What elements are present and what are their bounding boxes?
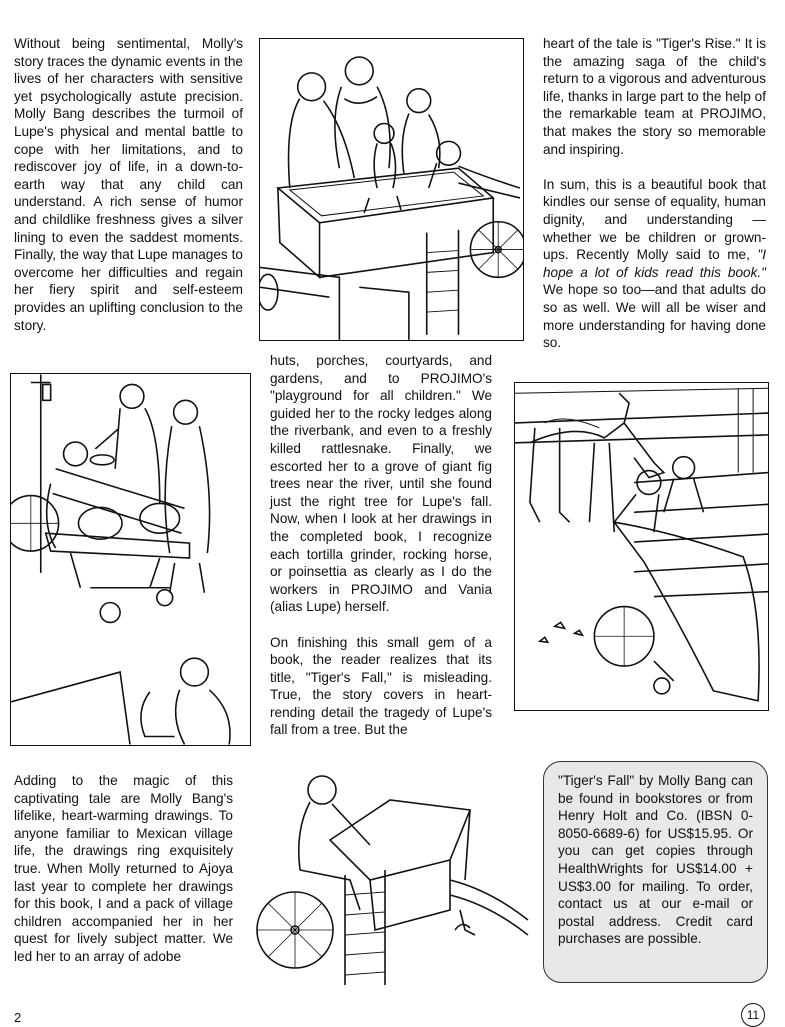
article-text-middle xyxy=(270,352,492,739)
paragraph: Without being sentimental, Molly's story traces the dynamic events in the lives of her characters with sensitive yet psychologically astute precision. Molly Bang describes the turmoil of Lupe's physical and mental battle to cope with her limitations, and to rediscover joy of life, in a down-to-earth way that any child can understand. A rich sense of humor and childlike freshness gives a silver lining to even the saddest moments. Finally, the way that Lupe manages to overcome her difficulties and regain her fiery spirit and self-esteem provides an uplifting conclusion to the story. xyxy=(14,36,243,333)
horse-drawing xyxy=(515,383,768,710)
illustration-horse-child xyxy=(514,382,769,711)
paragraph: On finishing this small gem of a book, the reader realizes that its title, "Tiger's Fall," is misleading. True, the story covers in heart-rending detail the tragedy of Lupe's fall from a tree. But the xyxy=(270,634,492,738)
book-order-sidebar xyxy=(543,761,768,983)
illustration-washtub-family xyxy=(259,38,524,341)
sidebar-body: by Molly Bang can be found in bookstores or from Henry Holt and Co. (IBSN 0-8050-6689-6) for US$15.95. Or you can get copies through HealthWrights for US$14.00 + US$3.00 for mailing. To order, contact us at our e-mail or postal address. Credit card purchases are possible. xyxy=(558,773,753,947)
article-text-right xyxy=(543,35,766,352)
paragraph-closing xyxy=(543,176,766,352)
page-number-left: 2 xyxy=(14,1010,22,1025)
illustration-wheelchair-washbasin xyxy=(250,770,530,990)
molly-quote: "I hope a lot of kids read this book." xyxy=(543,247,766,280)
article-text-left-top xyxy=(14,35,243,334)
paragraph: Adding to the magic of this captivating tale are Molly Bang's lifelike, heart-warming drawings. To anyone familiar to Mexican village life, the drawings ring exquisitely true. When Molly returned to Ajoya last year to complete her drawings for this book, I and a pack of village children accompanied her in her quest for lively subject matter. We led her to an array of adobe xyxy=(14,773,233,964)
sidebar-book-title: "Tiger's Fall" xyxy=(558,773,635,788)
paragraph: heart of the tale is "Tiger's Rise." It is the amazing saga of the child's return to a vigorous and adventurous life, thanks in large part to the help of the remarkable team at PROJIMO, that makes the story so memorable and inspiring. xyxy=(543,36,766,157)
washbasin-drawing xyxy=(250,770,530,990)
washtub-drawing xyxy=(260,39,523,340)
article-text-left-bottom xyxy=(14,772,233,966)
closing-text-b: We hope so too—and that adults do so as well. We will all be wiser and more understanding for having done so. xyxy=(543,282,766,351)
page-number-right: 11 xyxy=(741,1003,765,1027)
closing-text-a: In sum, this is a beautiful book that kindles our sense of equality, human dignity, and understanding —whether we be children or grown-ups. Recently Molly said to me, xyxy=(543,176,766,263)
gurney-drawing xyxy=(11,374,250,745)
illustration-patient-gurney xyxy=(10,373,251,746)
paragraph: huts, porches, courtyards, and gardens, and to PROJIMO's "playground for all children." We guided her to the rocky ledges along the riverbank, and even to a freshly killed rattlesnake. Finally, we escorted her to a grove of giant fig trees near the river, until she found just the right tree for Lupe's fall. Now, when I look at her drawings in the completed book, I recognize each tortilla grinder, rocking horse, or poinsettia as clearly as I do the workers in PROJIMO and Vania (alias Lupe) herself. xyxy=(270,353,492,615)
